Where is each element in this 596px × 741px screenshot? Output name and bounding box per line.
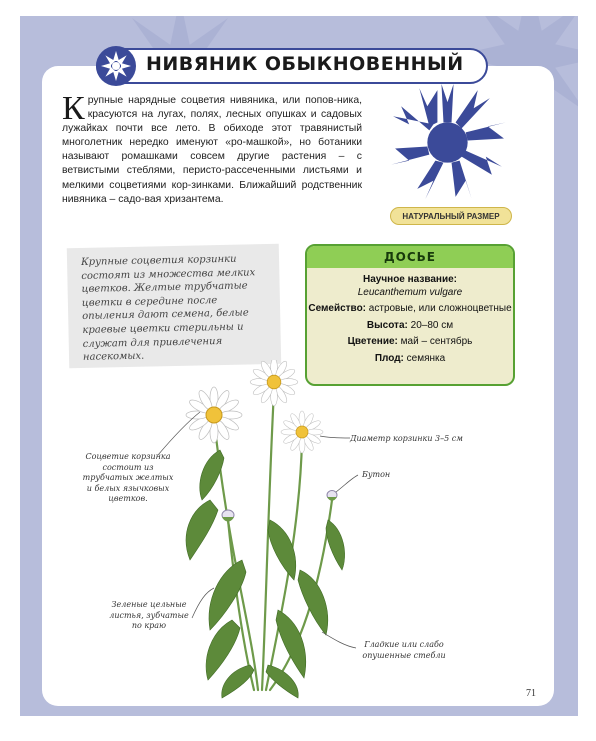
annotation-head: Соцветие корзинка состоит из трубчатых желтых и белых язычковых цветков.	[82, 452, 174, 503]
note-text: Крупные соцветия корзинки состоят из множества мелких цветков. Желтые трубчатые цветки в середине после опыления дают семена, белые краевые цветки стерильны и служат для привлечения насекомых.	[80, 253, 256, 364]
dossier-value: 20–80 см	[410, 319, 454, 331]
dossier-label: Семейство:	[308, 303, 367, 314]
page-number: 71	[526, 688, 536, 699]
dossier-label: Научное название:	[363, 274, 457, 285]
dossier-label: Высота:	[366, 319, 408, 331]
natural-size-badge: НАТУРАЛЬНЫЙ РАЗМЕР	[390, 207, 512, 225]
annotation-leaves: Зеленые цельные листья, зубчатые по краю	[109, 600, 189, 630]
drop-cap: К	[62, 90, 85, 127]
dossier-label: Цветение:	[347, 336, 398, 347]
annotation-stems: Гладкие или слабо опушенные стебли	[362, 640, 446, 660]
dossier-value: астровые, или сложноцветные	[368, 303, 512, 314]
dossier-header: ДОСЬЕ	[307, 246, 513, 268]
annotation-diameter: Диаметр корзинки 3–5 см	[350, 434, 463, 443]
annotation-bud: Бутон	[362, 470, 391, 479]
dossier-value: май – сентябрь	[400, 336, 473, 347]
dossier-label: Плод:	[374, 352, 404, 364]
intro-text: рупные нарядные соцветия нивяника, или попов-ника, красуются на лугах, полях, лесных опушках и садовых лужайках почти все лето. В обиходе этот травянистый многолетник нередко именуют «ро-машкой», но ботаники называют ромашками совсем другие растения – с ветвистыми стеблями, перисто-рассеченными листьями и мелкими соцветиями кор-зинками. Ближайший родственник нивяника – садо-вая хризантема.	[62, 95, 362, 205]
dossier-value: Leucanthemum vulgare	[357, 286, 463, 298]
page-title: НИВЯНИК ОБЫКНОВЕННЫЙ	[146, 53, 464, 75]
dossier-value: семянка	[406, 352, 446, 364]
